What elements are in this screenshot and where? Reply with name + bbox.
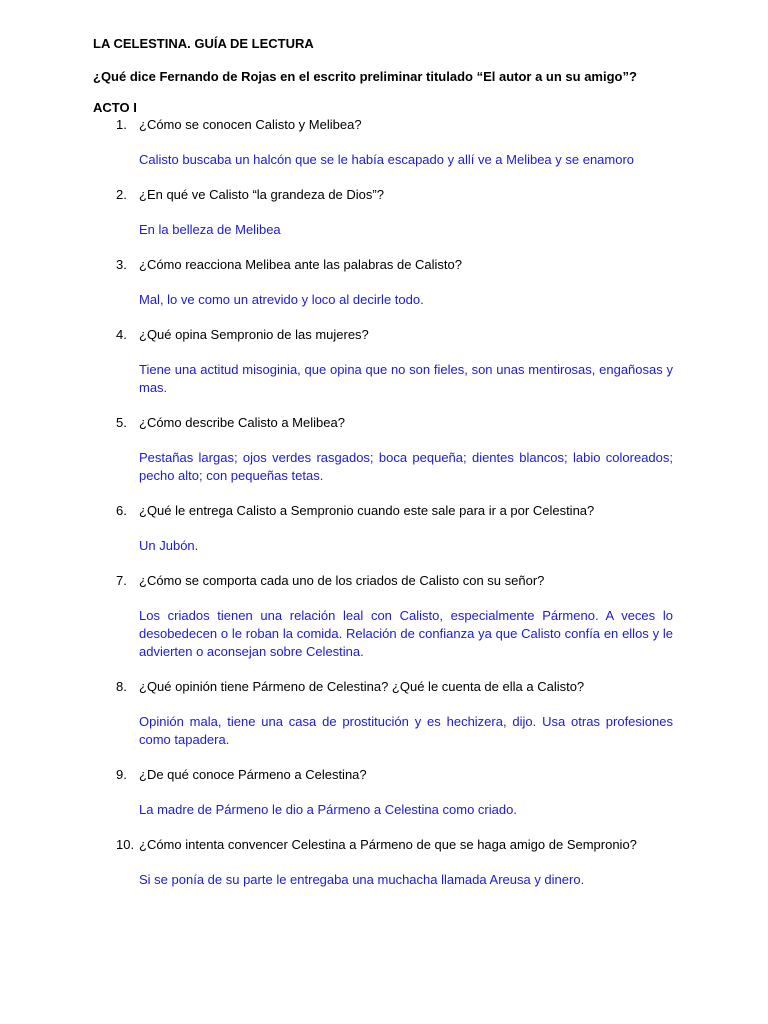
question-item [93,326,673,397]
question-item [93,414,673,485]
question-text: ¿Cómo se comporta cada uno de los criados de Calisto con su señor? [139,573,545,588]
question-item [93,766,673,819]
question-item [93,836,673,889]
question-text: ¿Cómo se conocen Calisto y Melibea? [139,117,362,132]
answer-text: Si se ponía de su parte le entregaba una muchacha llamada Areusa y dinero. [139,872,585,887]
question-number: 3. [116,257,127,272]
answer-text: Opinión mala, tiene una casa de prostitución y es hechizera, dijo. Usa otras profesiones como tapadera. [139,714,673,747]
question-text: ¿Qué le entrega Calisto a Sempronio cuando este sale para ir a por Celestina? [139,503,595,518]
question-item [93,186,673,239]
question-text: ¿Cómo intenta convencer Celestina a Pármeno de que se haga amigo de Sempronio? [139,837,637,852]
answer-text: Los criados tienen una relación leal con Calisto, especialmente Pármeno. A veces lo desobedecen o le roban la comida. Relación de confianza ya que Calisto confía en ellos y le advierten o aconsejan sobre Celestina. [139,608,673,659]
question-text: ¿De qué conoce Pármeno a Celestina? [139,767,367,782]
document-title: LA CELESTINA. GUÍA DE LECTURA [93,36,314,51]
question-item [93,572,673,661]
question-item [93,256,673,309]
question-text: ¿En qué ve Calisto “la grandeza de Dios”? [139,187,384,202]
question-list [93,116,673,889]
answer-text: Mal, lo ve como un atrevido y loco al decirle todo. [139,292,424,307]
question-item [93,678,673,749]
document-page [93,35,673,906]
question-text: ¿Cómo describe Calisto a Melibea? [139,415,345,430]
answer-text: Tiene una actitud misoginia, que opina que no son fieles, son unas mentirosas, engañosas y mas. [139,362,673,395]
question-item [93,116,673,169]
question-number: 6. [116,503,127,518]
question-item [93,502,673,555]
answer-text: Un Jubón. [139,538,199,553]
answer-text: La madre de Pármeno le dio a Pármeno a Celestina como criado. [139,802,517,817]
answer-text: Calisto buscaba un halcón que se le había escapado y allí ve a Melibea y se enamoro [139,152,635,167]
question-number: 5. [116,415,127,430]
question-number: 10. [116,837,135,852]
answer-text: En la belleza de Melibea [139,222,281,237]
intro-question: ¿Qué dice Fernando de Rojas en el escrito preliminar titulado “El autor a un su amigo”? [93,69,637,84]
answer-text: Pestañas largas; ojos verdes rasgados; boca pequeña; dientes blancos; labio coloreados; pecho alto; con pequeñas tetas. [139,450,673,483]
question-text: ¿Cómo reacciona Melibea ante las palabras de Calisto? [139,257,463,272]
question-number: 1. [116,117,127,132]
question-number: 4. [116,327,127,342]
act-heading: ACTO I [93,100,137,115]
question-number: 8. [116,679,127,694]
question-number: 9. [116,767,127,782]
question-number: 7. [116,573,127,588]
question-text: ¿Qué opina Sempronio de las mujeres? [139,327,369,342]
question-number: 2. [116,187,127,202]
question-text: ¿Qué opinión tiene Pármeno de Celestina? ¿Qué le cuenta de ella a Calisto? [139,679,585,694]
